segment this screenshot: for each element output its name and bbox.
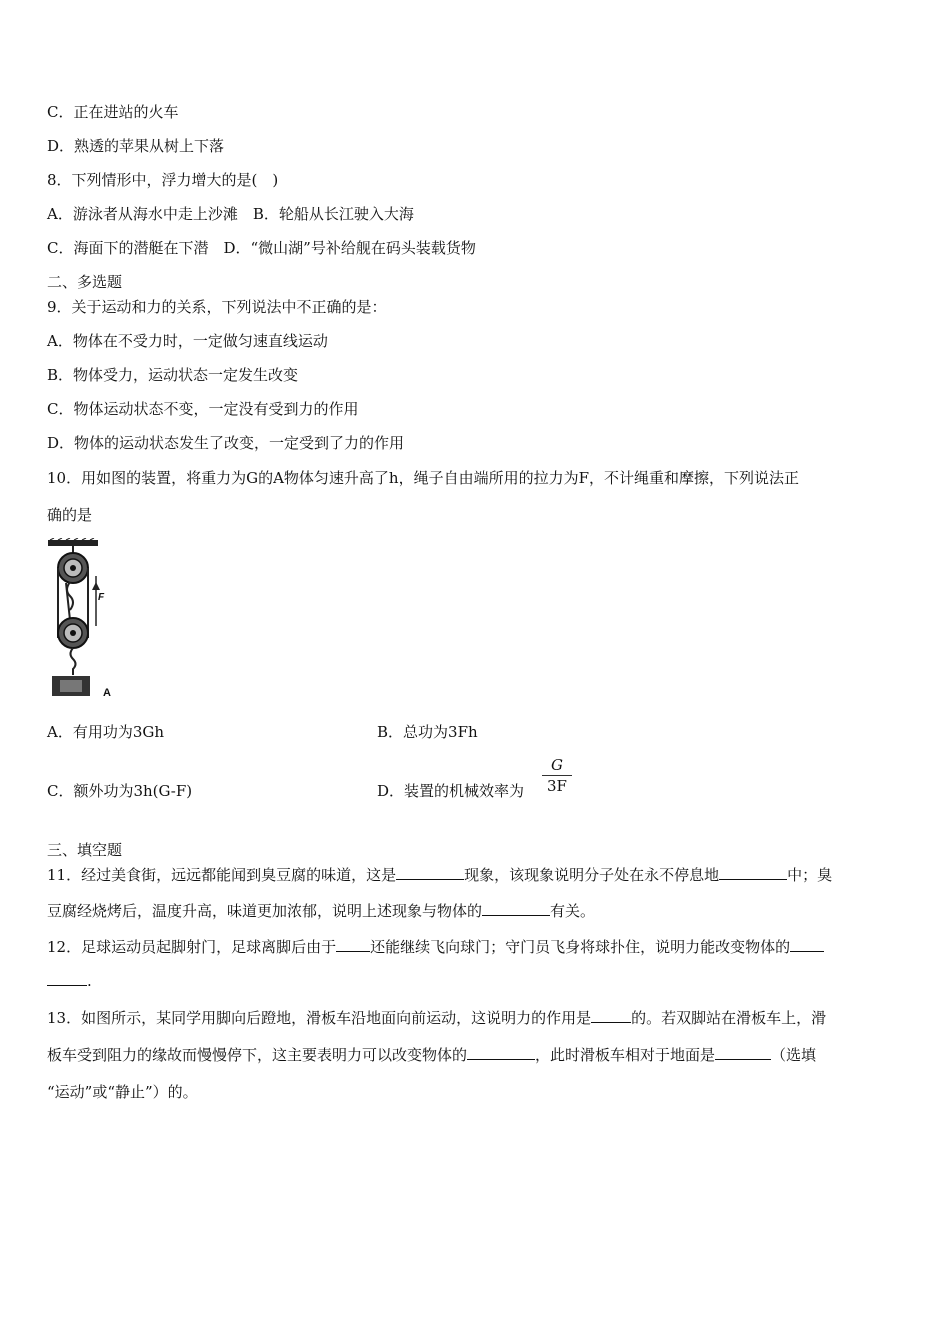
efficiency-fraction: [540, 756, 574, 795]
q8-options-ab: A．游泳者从海水中走上沙滩 B．轮船从长江驶入大海: [47, 205, 414, 223]
q11-text-1a: 11．经过美食街，远远都能闻到臭豆腐的味道，这是: [47, 866, 397, 884]
q13-line1: [47, 1008, 826, 1028]
q13-text-2a: 板车受到阻力的缘故而慢慢停下，这主要表明力可以改变物体的: [47, 1046, 468, 1064]
q13-blank-3[interactable]: [715, 1045, 771, 1060]
force-label: F: [98, 592, 105, 603]
q9-option-b: B．物体受力，运动状态一定发生改变: [47, 366, 299, 384]
q11-line2: [47, 901, 595, 921]
q9-option-a: A．物体在不受力时，一定做匀速直线运动: [47, 332, 328, 350]
q10-option-b: B．总功为3Fh: [377, 723, 478, 741]
q12-line1: [47, 937, 824, 957]
q13-blank-2[interactable]: [467, 1045, 535, 1060]
q12-text-1a: 12．足球运动员起脚射门，足球离脚后由于: [47, 938, 337, 956]
q9-option-d: D．物体的运动状态发生了改变，一定受到了力的作用: [47, 434, 405, 452]
fraction-denominator: 3F: [547, 777, 567, 795]
section-fill-blank-title: 三、填空题: [47, 841, 123, 859]
q11-text-2b: 有关。: [550, 902, 596, 920]
q11-blank-1[interactable]: [396, 865, 464, 880]
q11-text-2a: 豆腐经烧烤后，温度升高，味道更加浓郁，说明上述现象与物体的: [47, 902, 483, 920]
ceiling-bar: [48, 540, 98, 546]
q10-option-a: A．有用功为3Gh: [47, 723, 165, 741]
q12-blank-2b[interactable]: [47, 971, 87, 986]
q10-option-c: C．额外功为3h(G-F): [47, 782, 193, 800]
q12-text-1b: 还能继续飞向球门；守门员飞身将球扑住，说明力能改变物体的: [370, 938, 791, 956]
q12-blank-1[interactable]: [336, 937, 370, 952]
q7-option-d: D．熟透的苹果从树上下落: [47, 137, 225, 155]
q13-text-1b: 的。若双脚站在滑板车上，滑: [631, 1009, 827, 1027]
q12-text-2b: .: [87, 972, 92, 990]
q12-line2: [47, 971, 92, 991]
q13-text-2c: （选填: [771, 1046, 817, 1064]
q11-line1: [47, 865, 832, 885]
q10-option-d: D．装置的机械效率为: [377, 782, 525, 800]
q12-blank-2a[interactable]: [790, 937, 824, 952]
block-label: A: [103, 687, 111, 699]
section-multi-choice-title: 二、多选题: [47, 273, 123, 291]
q10-stem-line1: 10．用如图的装置，将重力为G的A物体匀速升高了h，绳子自由端所用的拉力为F，不计绳重和摩擦，下列说法正: [47, 469, 799, 487]
q13-text-2b: ，此时滑板车相对于地面是: [535, 1046, 716, 1064]
q10-stem-line2: 确的是: [47, 506, 93, 524]
q11-text-1b: 现象，该现象说明分子处在永不停息地: [464, 866, 720, 884]
q13-line3: “运动”或“静止”）的。: [47, 1083, 198, 1101]
q8-options-cd: C．海面下的潜艇在下潜 D．“微山湖”号补给舰在码头装载货物: [47, 239, 476, 257]
q11-blank-3[interactable]: [482, 901, 550, 916]
q9-stem: 9．关于运动和力的关系，下列说法中不正确的是：: [47, 298, 387, 316]
q8-stem: 8．下列情形中，浮力增大的是( ): [47, 171, 279, 189]
q13-line2: [47, 1045, 816, 1065]
q11-text-1c: 中；臭: [787, 866, 833, 884]
q9-option-c: C．物体运动状态不变，一定没有受到力的作用: [47, 400, 359, 418]
q13-text-1a: 13．如图所示，某同学用脚向后蹬地，滑板车沿地面向前运动，这说明力的作用是: [47, 1009, 592, 1027]
q7-option-c: C．正在进站的火车: [47, 103, 179, 121]
q13-blank-1[interactable]: [591, 1008, 631, 1023]
q11-blank-2[interactable]: [719, 865, 787, 880]
pulley-figure: [40, 538, 120, 702]
fraction-numerator: G: [551, 756, 563, 774]
